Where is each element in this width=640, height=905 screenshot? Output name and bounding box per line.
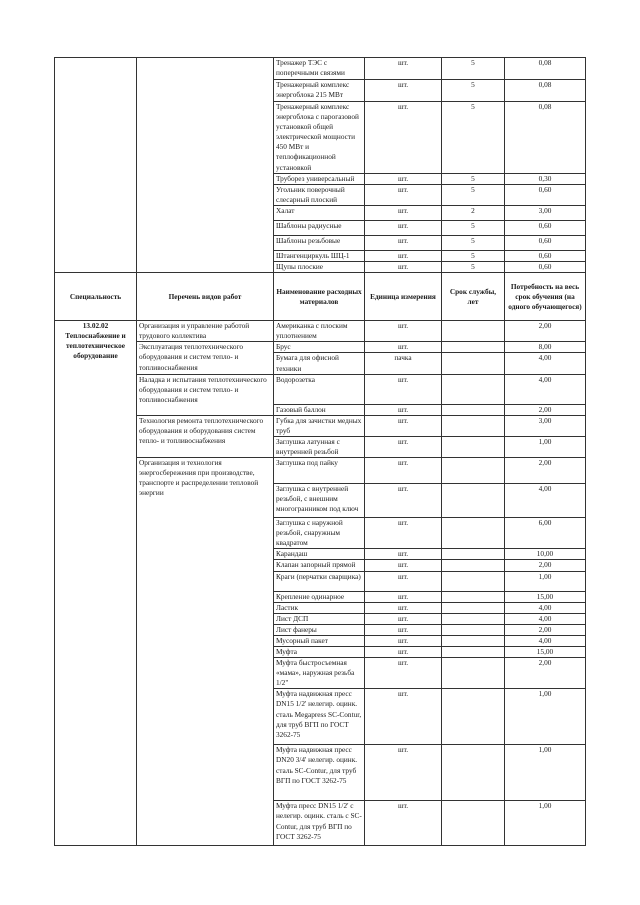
table-row xyxy=(55,58,586,80)
qty-cell: 4,00 xyxy=(505,353,586,374)
life-cell: 5 xyxy=(442,173,505,184)
material-name: Карандаш xyxy=(274,549,365,560)
qty-cell: 0,08 xyxy=(505,102,586,174)
qty-cell: 0,08 xyxy=(505,80,586,102)
qty-cell: 15,00 xyxy=(505,591,586,602)
unit-cell: шт. xyxy=(365,658,442,689)
unit-cell: шт. xyxy=(365,250,442,261)
material-name: Краги (перчатки сварщика) xyxy=(274,571,365,591)
material-name: Шаблоны радиусные xyxy=(274,220,365,235)
unit-cell: шт. xyxy=(365,374,442,404)
life-cell xyxy=(442,571,505,591)
life-cell xyxy=(442,458,505,484)
material-name: Угольник поверочный слесарный плоский xyxy=(274,184,365,205)
qty-cell: 10,00 xyxy=(505,549,586,560)
unit-cell: шт. xyxy=(365,58,442,80)
work-type: Организация и управление работой трудового коллектива xyxy=(137,321,274,342)
header-material-name: Наименование расходных материалов xyxy=(274,273,365,321)
unit-cell: шт. xyxy=(365,404,442,415)
material-name: Заглушка с наружной резьбой, снаружным квадратом xyxy=(274,518,365,549)
qty-cell: 2,00 xyxy=(505,560,586,571)
material-name: Муфта надвижная пресс DN15 1/2' нелегир. оцинк. сталь Megapress SC-Contur, для труб ВГП по ГОСТ 3262-75 xyxy=(274,689,365,745)
works-cell-empty xyxy=(137,58,274,273)
material-name: Американка с плоским уплотнением xyxy=(274,321,365,342)
material-name: Клапан запорный прямой xyxy=(274,560,365,571)
unit-cell: шт. xyxy=(365,745,442,801)
unit-cell: шт. xyxy=(365,549,442,560)
material-name: Тренажерный комплекс энергоблока 215 МВт xyxy=(274,80,365,102)
qty-cell: 0,08 xyxy=(505,58,586,80)
unit-cell: шт. xyxy=(365,560,442,571)
life-cell xyxy=(442,404,505,415)
life-cell: 5 xyxy=(442,220,505,235)
table-row xyxy=(55,321,586,342)
header-row xyxy=(55,273,586,321)
qty-cell: 2,00 xyxy=(505,658,586,689)
life-cell xyxy=(442,374,505,404)
life-cell xyxy=(442,689,505,745)
qty-cell: 1,00 xyxy=(505,689,586,745)
qty-cell: 1,00 xyxy=(505,571,586,591)
material-name: Заглушка с внутренней резьбой, с внешним многогранником под ключ xyxy=(274,484,365,518)
qty-cell: 8,00 xyxy=(505,342,586,353)
header-need: Потребность на весь срок обучения (на одного обучающегося) xyxy=(505,273,586,321)
materials-table xyxy=(54,57,586,846)
unit-cell: шт. xyxy=(365,184,442,205)
material-name: Губка для зачистки медных труб xyxy=(274,415,365,436)
material-name: Ластик xyxy=(274,602,365,613)
material-name: Крепление одинарное xyxy=(274,591,365,602)
qty-cell: 0,60 xyxy=(505,220,586,235)
unit-cell: шт. xyxy=(365,436,442,457)
material-name: Муфта надвижная пресс DN20 3/4' нелегир. оцинк. сталь SC-Contur, для труб ВГП по ГОСТ 3262-75 xyxy=(274,745,365,801)
life-cell xyxy=(442,518,505,549)
unit-cell: шт. xyxy=(365,591,442,602)
life-cell xyxy=(442,745,505,801)
header-works: Перечень видов работ xyxy=(137,273,274,321)
header-service-life: Срок службы, лет xyxy=(442,273,505,321)
header-specialty: Специальность xyxy=(55,273,137,321)
material-name: Халат xyxy=(274,205,365,220)
specialty-title: Теплоснабжение и теплотехническое оборудование xyxy=(65,331,126,361)
life-cell xyxy=(442,353,505,374)
qty-cell: 4,00 xyxy=(505,374,586,404)
material-name: Труборез универсальный xyxy=(274,173,365,184)
work-type: Технология ремонта теплотехнического оборудования и оборудования систем тепло- и топливоснабжения xyxy=(137,415,274,457)
life-cell xyxy=(442,658,505,689)
life-cell xyxy=(442,624,505,635)
life-cell: 2 xyxy=(442,205,505,220)
qty-cell: 1,00 xyxy=(505,745,586,801)
unit-cell: шт. xyxy=(365,415,442,436)
life-cell xyxy=(442,436,505,457)
unit-cell: шт. xyxy=(365,235,442,250)
life-cell xyxy=(442,321,505,342)
material-name: Штангенциркуль ШЦ-1 xyxy=(274,250,365,261)
qty-cell: 2,00 xyxy=(505,404,586,415)
unit-cell: шт. xyxy=(365,689,442,745)
qty-cell: 4,00 xyxy=(505,635,586,646)
qty-cell: 1,00 xyxy=(505,436,586,457)
material-name: Заглушка латунная с внутренней резьбой xyxy=(274,436,365,457)
work-type: Эксплуатация теплотехнического оборудования и систем тепло- и топливоснабжения xyxy=(137,342,274,374)
material-name: Газовый баллон xyxy=(274,404,365,415)
material-name: Мусорный пакет xyxy=(274,635,365,646)
life-cell xyxy=(442,613,505,624)
unit-cell: пачка xyxy=(365,353,442,374)
material-name: Муфта пресс DN15 1/2' с нелегир. оцинк. сталь с SC-Contur, для труб ВГП по ГОСТ 3262-75 xyxy=(274,801,365,846)
work-type: Организация и технология энергосбережения при производстве, транспорте и распределении тепловой энергии xyxy=(137,458,274,846)
unit-cell: шт. xyxy=(365,571,442,591)
material-name: Брус xyxy=(274,342,365,353)
life-cell xyxy=(442,602,505,613)
material-name: Бумага для офисной техники xyxy=(274,353,365,374)
spec-cell-empty xyxy=(55,58,137,273)
life-cell xyxy=(442,415,505,436)
life-cell: 5 xyxy=(442,102,505,174)
unit-cell: шт. xyxy=(365,624,442,635)
unit-cell: шт. xyxy=(365,458,442,484)
material-name: Муфта быстросъемная «мама», наружная резьба 1/2" xyxy=(274,658,365,689)
life-cell: 5 xyxy=(442,262,505,273)
unit-cell: шт. xyxy=(365,205,442,220)
qty-cell: 0,60 xyxy=(505,184,586,205)
qty-cell: 6,00 xyxy=(505,518,586,549)
qty-cell: 2,00 xyxy=(505,321,586,342)
unit-cell: шт. xyxy=(365,342,442,353)
life-cell xyxy=(442,647,505,658)
material-name: Тренажер ТЭС с поперечными связями xyxy=(274,58,365,80)
qty-cell: 15,00 xyxy=(505,647,586,658)
qty-cell: 4,00 xyxy=(505,484,586,518)
unit-cell: шт. xyxy=(365,220,442,235)
life-cell: 5 xyxy=(442,58,505,80)
unit-cell: шт. xyxy=(365,613,442,624)
life-cell xyxy=(442,635,505,646)
material-name: Лист фанеры xyxy=(274,624,365,635)
work-type: Наладка и испытания теплотехнического оборудования и систем тепло- и топливоснабжения xyxy=(137,374,274,415)
material-name: Шаблоны резьбовые xyxy=(274,235,365,250)
life-cell: 5 xyxy=(442,184,505,205)
life-cell xyxy=(442,549,505,560)
life-cell xyxy=(442,801,505,846)
unit-cell: шт. xyxy=(365,801,442,846)
life-cell: 5 xyxy=(442,250,505,261)
unit-cell: шт. xyxy=(365,635,442,646)
unit-cell: шт. xyxy=(365,518,442,549)
qty-cell: 0,60 xyxy=(505,250,586,261)
material-name: Щупы плоские xyxy=(274,262,365,273)
unit-cell: шт. xyxy=(365,647,442,658)
unit-cell: шт. xyxy=(365,321,442,342)
life-cell: 5 xyxy=(442,235,505,250)
material-name: Заглушка под пайку xyxy=(274,458,365,484)
unit-cell: шт. xyxy=(365,262,442,273)
material-name: Муфта xyxy=(274,647,365,658)
qty-cell: 0,30 xyxy=(505,173,586,184)
qty-cell: 1,00 xyxy=(505,801,586,846)
material-name: Лист ДСП xyxy=(274,613,365,624)
unit-cell: шт. xyxy=(365,173,442,184)
specialty-code: 13.02.02 xyxy=(82,321,109,331)
unit-cell: шт. xyxy=(365,484,442,518)
qty-cell: 0,60 xyxy=(505,262,586,273)
qty-cell: 4,00 xyxy=(505,613,586,624)
qty-cell: 4,00 xyxy=(505,602,586,613)
specialty-cell xyxy=(55,321,137,846)
unit-cell: шт. xyxy=(365,80,442,102)
life-cell: 5 xyxy=(442,80,505,102)
qty-cell: 2,00 xyxy=(505,458,586,484)
unit-cell: шт. xyxy=(365,102,442,174)
qty-cell: 3,00 xyxy=(505,205,586,220)
life-cell xyxy=(442,342,505,353)
unit-cell: шт. xyxy=(365,602,442,613)
life-cell xyxy=(442,560,505,571)
qty-cell: 0,60 xyxy=(505,235,586,250)
qty-cell: 2,00 xyxy=(505,624,586,635)
header-unit: Единица измерения xyxy=(365,273,442,321)
life-cell xyxy=(442,591,505,602)
life-cell xyxy=(442,484,505,518)
material-name: Водорозетка xyxy=(274,374,365,404)
qty-cell: 3,00 xyxy=(505,415,586,436)
material-name: Тренажерный комплекс энергоблока с парогазовой установкой общей электрической мощности 450 МВт и теплофикационной установкой xyxy=(274,102,365,174)
